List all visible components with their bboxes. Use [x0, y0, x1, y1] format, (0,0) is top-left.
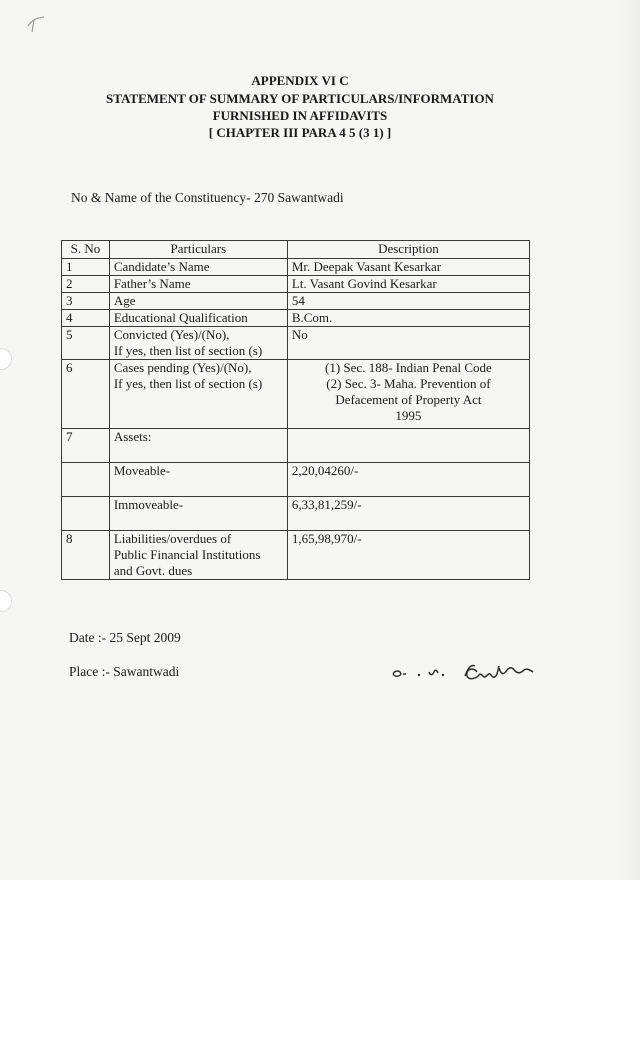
- scan-edge-shadow: [618, 0, 640, 880]
- cell-description: 2,20,04260/-: [287, 463, 529, 497]
- table-row: [62, 327, 530, 360]
- cell-sno: [62, 497, 110, 531]
- place-line: Place :- Sawantwadi: [69, 664, 180, 679]
- header-description: Description: [287, 241, 529, 259]
- cell-particular: Moveable-: [109, 463, 287, 497]
- statement-title: STATEMENT OF SUMMARY OF PARTICULARS/INFORMATION: [106, 91, 494, 106]
- particular-line: Convicted (Yes)/(No),: [113, 327, 230, 342]
- particular-line: and Govt. dues: [113, 563, 193, 578]
- particulars-table: [61, 240, 530, 580]
- handwritten-signature: [385, 652, 575, 688]
- table-row: [62, 463, 530, 497]
- particular-line: Public Financial Institutions: [113, 547, 261, 562]
- cell-particular: Immoveable-: [109, 497, 287, 531]
- appendix-title: APPENDIX VI C: [251, 73, 349, 88]
- chapter-reference: [ CHAPTER III PARA 4 5 (3 1) ]: [208, 125, 392, 140]
- case-line: Defacement of Property Act: [335, 392, 482, 407]
- cell-particular: [109, 360, 287, 429]
- cell-particular: Father’s Name: [109, 276, 287, 293]
- cell-sno: [62, 463, 110, 497]
- table-row: [62, 360, 530, 429]
- table-row: [62, 531, 530, 580]
- table-row: [62, 497, 530, 531]
- cell-sno: 6: [62, 360, 110, 429]
- cell-sno: 4: [62, 310, 110, 327]
- cell-description: [287, 360, 529, 429]
- header-sno: S. No: [62, 241, 110, 259]
- cell-description: B.Com.: [287, 310, 529, 327]
- cell-sno: 3: [62, 293, 110, 310]
- cell-description: 54: [287, 293, 529, 310]
- cell-particular: [109, 327, 287, 360]
- cell-description: No: [287, 327, 529, 360]
- cell-description: 6,33,81,259/-: [287, 497, 529, 531]
- cell-particular: Age: [109, 293, 287, 310]
- constituency-line: No & Name of the Constituency- 270 Sawantwadi: [71, 190, 344, 205]
- cell-description: Lt. Vasant Govind Kesarkar: [287, 276, 529, 293]
- cell-description: Mr. Deepak Vasant Kesarkar: [287, 259, 529, 276]
- table-row: [62, 429, 530, 463]
- table-header-row: [62, 241, 530, 259]
- particular-line: If yes, then list of section (s): [113, 376, 263, 391]
- cell-description: [287, 429, 529, 463]
- cell-particular: Candidate’s Name: [109, 259, 287, 276]
- header-particulars: Particulars: [109, 241, 287, 259]
- cell-sno: 8: [62, 531, 110, 580]
- date-line: Date :- 25 Sept 2009: [69, 630, 181, 645]
- cell-sno: 5: [62, 327, 110, 360]
- particular-line: If yes, then list of section (s): [113, 343, 263, 358]
- cell-sno: 7: [62, 429, 110, 463]
- case-line: (1) Sec. 188- Indian Penal Code: [325, 360, 492, 375]
- table-row: [62, 276, 530, 293]
- particular-line: Cases pending (Yes)/(No),: [113, 360, 252, 375]
- table-row: [62, 293, 530, 310]
- table-row: [62, 259, 530, 276]
- cell-particular: [109, 531, 287, 580]
- cell-particular: Assets:: [109, 429, 287, 463]
- cell-sno: 1: [62, 259, 110, 276]
- statement-subtitle: FURNISHED IN AFFIDAVITS: [212, 108, 388, 123]
- case-line: (2) Sec. 3- Maha. Prevention of: [326, 376, 491, 391]
- particular-line: Liabilities/overdues of: [113, 531, 232, 546]
- table-row: [62, 310, 530, 327]
- corner-scribble-mark: [24, 12, 48, 36]
- case-line: 1995: [395, 408, 422, 423]
- cell-sno: 2: [62, 276, 110, 293]
- cell-particular: Educational Qualification: [109, 310, 287, 327]
- cell-description: 1,65,98,970/-: [287, 531, 529, 580]
